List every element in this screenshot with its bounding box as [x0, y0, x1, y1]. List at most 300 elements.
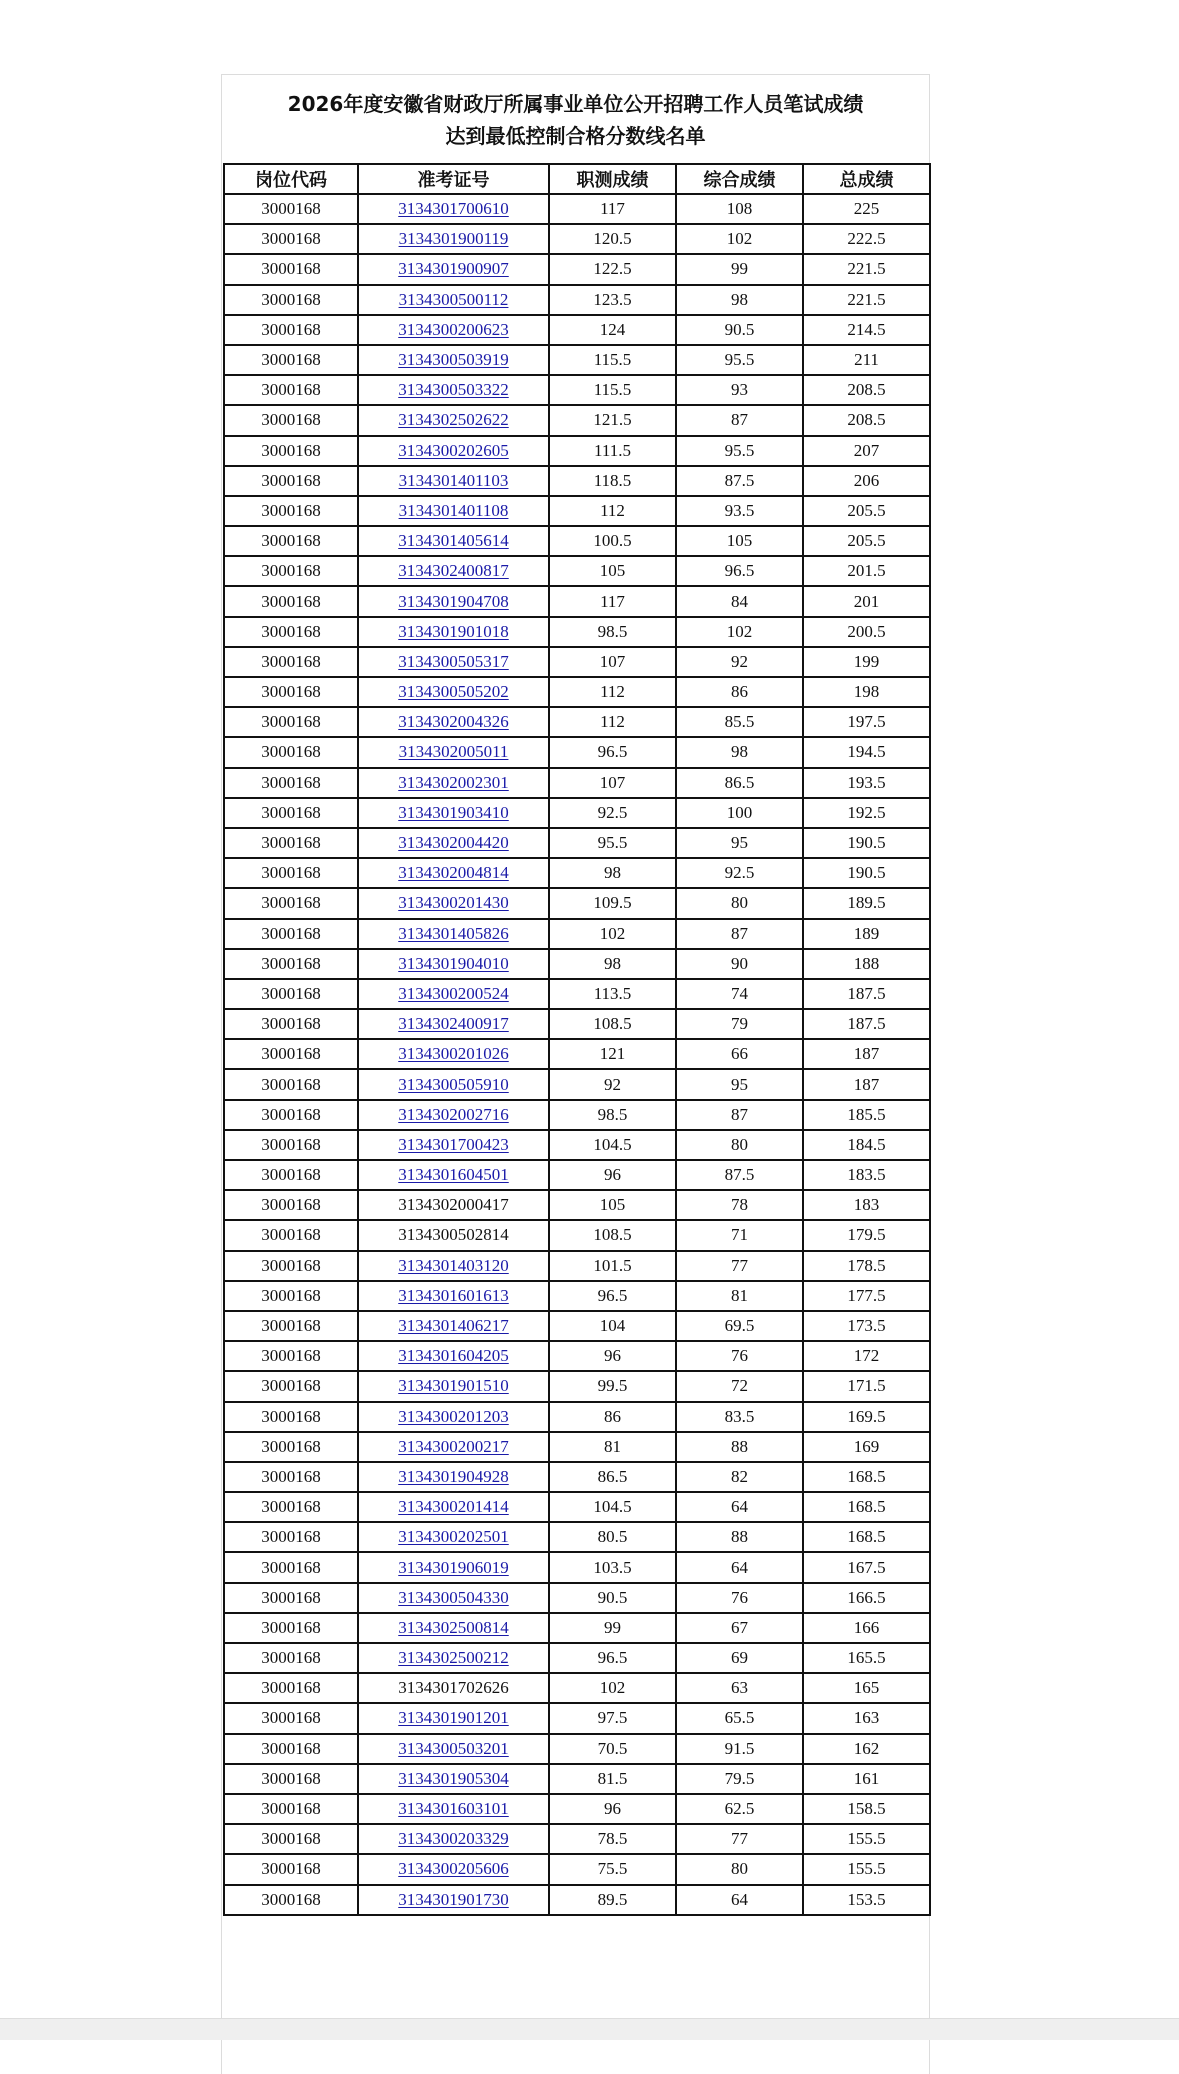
- total-score-cell: 208.5: [803, 375, 930, 405]
- score-table: [223, 163, 931, 1916]
- table-row: [224, 254, 930, 284]
- total-score-cell: 187.5: [803, 1009, 930, 1039]
- zonghe-score-cell: 74: [676, 979, 803, 1009]
- post-code-cell: 3000168: [224, 1402, 358, 1432]
- ticket-number-cell: [358, 586, 549, 616]
- table-row: [224, 1432, 930, 1462]
- zhice-score-cell: 105: [549, 1190, 676, 1220]
- header-ticket-number: 准考证号: [358, 164, 549, 194]
- post-code-cell: 3000168: [224, 1281, 358, 1311]
- ticket-number-cell: [358, 1613, 549, 1643]
- ticket-number-link[interactable]: 3134301904928: [398, 1466, 509, 1486]
- zhice-score-cell: 92: [549, 1069, 676, 1099]
- ticket-number-link[interactable]: 3134301405826: [398, 923, 509, 943]
- total-score-cell: 201.5: [803, 556, 930, 586]
- ticket-number-text: 3134302000417: [398, 1195, 509, 1215]
- zhice-score-cell: 108.5: [549, 1009, 676, 1039]
- ticket-number-link[interactable]: 3134300505910: [398, 1074, 509, 1094]
- post-code-cell: 3000168: [224, 1251, 358, 1281]
- ticket-number-link[interactable]: 3134301905304: [398, 1768, 509, 1788]
- total-score-cell: 205.5: [803, 526, 930, 556]
- zhice-score-cell: 117: [549, 194, 676, 224]
- ticket-number-cell: [358, 1402, 549, 1432]
- table-row: [224, 1492, 930, 1522]
- ticket-number-link[interactable]: 3134301401108: [398, 500, 509, 520]
- total-score-cell: 169.5: [803, 1402, 930, 1432]
- table-row: [224, 1522, 930, 1552]
- zhice-score-cell: 104.5: [549, 1130, 676, 1160]
- ticket-number-cell: [358, 1009, 549, 1039]
- ticket-number-link[interactable]: 3134301901730: [398, 1889, 509, 1909]
- ticket-number-link[interactable]: 3134300500112: [398, 289, 509, 309]
- ticket-number-cell: [358, 1130, 549, 1160]
- zonghe-score-cell: 105: [676, 526, 803, 556]
- ticket-number-cell: [358, 1794, 549, 1824]
- total-score-cell: 207: [803, 436, 930, 466]
- ticket-number-link[interactable]: 3134301604501: [398, 1165, 509, 1185]
- post-code-cell: 3000168: [224, 1794, 358, 1824]
- ticket-number-link[interactable]: 3134302400817: [398, 561, 509, 581]
- ticket-number-cell: [358, 888, 549, 918]
- ticket-number-cell: [358, 1703, 549, 1733]
- ticket-number-cell: [358, 1824, 549, 1854]
- total-score-cell: 162: [803, 1734, 930, 1764]
- ticket-number-link[interactable]: 3134300201430: [398, 893, 509, 913]
- ticket-number-link[interactable]: 3134302002301: [398, 772, 509, 792]
- post-code-cell: 3000168: [224, 1432, 358, 1462]
- zhice-score-cell: 100.5: [549, 526, 676, 556]
- zonghe-score-cell: 88: [676, 1432, 803, 1462]
- zhice-score-cell: 105: [549, 556, 676, 586]
- table-row: [224, 768, 930, 798]
- post-code-cell: 3000168: [224, 828, 358, 858]
- total-score-cell: 172: [803, 1341, 930, 1371]
- ticket-number-cell: [358, 1311, 549, 1341]
- ticket-number-cell: [358, 1885, 549, 1915]
- ticket-number-link[interactable]: 3134302004326: [398, 712, 509, 732]
- table-row: [224, 1009, 930, 1039]
- post-code-cell: 3000168: [224, 1522, 358, 1552]
- ticket-number-link[interactable]: 3134300503919: [398, 350, 509, 370]
- ticket-number-link[interactable]: 3134301904010: [398, 953, 509, 973]
- zonghe-score-cell: 90.5: [676, 315, 803, 345]
- total-score-cell: 198: [803, 677, 930, 707]
- total-score-cell: 167.5: [803, 1552, 930, 1582]
- total-score-cell: 177.5: [803, 1281, 930, 1311]
- ticket-number-cell: [358, 1552, 549, 1582]
- table-row: [224, 375, 930, 405]
- post-code-cell: 3000168: [224, 586, 358, 616]
- zhice-score-cell: 115.5: [549, 345, 676, 375]
- zonghe-score-cell: 82: [676, 1462, 803, 1492]
- table-row: [224, 1190, 930, 1220]
- post-code-cell: 3000168: [224, 1854, 358, 1884]
- post-code-cell: 3000168: [224, 1190, 358, 1220]
- ticket-number-link[interactable]: 3134301900907: [398, 259, 509, 279]
- total-score-cell: 192.5: [803, 798, 930, 828]
- ticket-number-cell: [358, 858, 549, 888]
- zhice-score-cell: 117: [549, 586, 676, 616]
- post-code-cell: 3000168: [224, 617, 358, 647]
- ticket-number-link[interactable]: 3134300203329: [398, 1829, 509, 1849]
- ticket-number-cell: [358, 768, 549, 798]
- ticket-number-link[interactable]: 3134302400917: [398, 1014, 509, 1034]
- post-code-cell: 3000168: [224, 1069, 358, 1099]
- ticket-number-link[interactable]: 3134301900119: [398, 229, 509, 249]
- zonghe-score-cell: 71: [676, 1220, 803, 1250]
- total-score-cell: 201: [803, 586, 930, 616]
- table-row: [224, 1341, 930, 1371]
- ticket-number-link[interactable]: 3134300200623: [398, 319, 509, 339]
- total-score-cell: 165.5: [803, 1643, 930, 1673]
- post-code-cell: 3000168: [224, 1039, 358, 1069]
- zhice-score-cell: 80.5: [549, 1522, 676, 1552]
- zonghe-score-cell: 87.5: [676, 1160, 803, 1190]
- ticket-number-link[interactable]: 3134301901510: [398, 1376, 509, 1396]
- ticket-number-cell: [358, 1432, 549, 1462]
- ticket-number-cell: [358, 556, 549, 586]
- ticket-number-cell: [358, 285, 549, 315]
- ticket-number-link[interactable]: 3134302005011: [398, 742, 509, 762]
- zhice-score-cell: 109.5: [549, 888, 676, 918]
- zonghe-score-cell: 92.5: [676, 858, 803, 888]
- total-score-cell: 211: [803, 345, 930, 375]
- zhice-score-cell: 75.5: [549, 1854, 676, 1884]
- total-score-cell: 189.5: [803, 888, 930, 918]
- post-code-cell: 3000168: [224, 1009, 358, 1039]
- ticket-number-link[interactable]: 3134300202605: [398, 440, 509, 460]
- ticket-number-cell: [358, 617, 549, 647]
- ticket-number-link[interactable]: 3134301406217: [398, 1316, 509, 1336]
- ticket-number-link[interactable]: 3134300205606: [398, 1859, 509, 1879]
- ticket-number-cell: [358, 194, 549, 224]
- ticket-number-link[interactable]: 3134300202501: [398, 1527, 509, 1547]
- total-score-cell: 197.5: [803, 707, 930, 737]
- total-score-cell: 183.5: [803, 1160, 930, 1190]
- zhice-score-cell: 101.5: [549, 1251, 676, 1281]
- ticket-number-cell: [358, 436, 549, 466]
- ticket-number-link[interactable]: 3134300201203: [398, 1406, 509, 1426]
- ticket-number-link[interactable]: 3134302500814: [398, 1617, 509, 1637]
- zhice-score-cell: 102: [549, 1673, 676, 1703]
- post-code-cell: 3000168: [224, 375, 358, 405]
- post-code-cell: 3000168: [224, 1220, 358, 1250]
- table-row: [224, 496, 930, 526]
- zhice-score-cell: 108.5: [549, 1220, 676, 1250]
- total-score-cell: 225: [803, 194, 930, 224]
- ticket-number-cell: [358, 466, 549, 496]
- table-row: [224, 979, 930, 1009]
- header-zonghe-score: 综合成绩: [676, 164, 803, 194]
- title-line-2: 达到最低控制合格分数线名单: [445, 124, 706, 148]
- ticket-number-link[interactable]: 3134301700610: [398, 199, 509, 219]
- ticket-number-link[interactable]: 3134301903410: [398, 802, 509, 822]
- ticket-number-link[interactable]: 3134301603101: [398, 1799, 509, 1819]
- ticket-number-link[interactable]: 3134300505317: [398, 651, 509, 671]
- ticket-number-link[interactable]: 3134300503322: [398, 380, 509, 400]
- zonghe-score-cell: 90: [676, 949, 803, 979]
- table-row: [224, 1130, 930, 1160]
- total-score-cell: 214.5: [803, 315, 930, 345]
- zonghe-score-cell: 91.5: [676, 1734, 803, 1764]
- table-row: [224, 888, 930, 918]
- zhice-score-cell: 113.5: [549, 979, 676, 1009]
- total-score-cell: 178.5: [803, 1251, 930, 1281]
- zhice-score-cell: 98: [549, 949, 676, 979]
- zhice-score-cell: 96.5: [549, 737, 676, 767]
- zonghe-score-cell: 80: [676, 888, 803, 918]
- total-score-cell: 166.5: [803, 1583, 930, 1613]
- zonghe-score-cell: 65.5: [676, 1703, 803, 1733]
- zhice-score-cell: 122.5: [549, 254, 676, 284]
- table-row: [224, 1160, 930, 1190]
- ticket-number-cell: [358, 737, 549, 767]
- ticket-number-cell: [358, 526, 549, 556]
- post-code-cell: 3000168: [224, 919, 358, 949]
- total-score-cell: 161: [803, 1764, 930, 1794]
- total-score-cell: 165: [803, 1673, 930, 1703]
- ticket-number-link[interactable]: 3134301405614: [398, 531, 509, 551]
- table-row: [224, 858, 930, 888]
- ticket-number-cell: [358, 828, 549, 858]
- zhice-score-cell: 98: [549, 858, 676, 888]
- zonghe-score-cell: 78: [676, 1190, 803, 1220]
- zonghe-score-cell: 86: [676, 677, 803, 707]
- total-score-cell: 169: [803, 1432, 930, 1462]
- zhice-score-cell: 96.5: [549, 1281, 676, 1311]
- zhice-score-cell: 112: [549, 496, 676, 526]
- table-row: [224, 1220, 930, 1250]
- post-code-cell: 3000168: [224, 1764, 358, 1794]
- zonghe-score-cell: 87: [676, 1100, 803, 1130]
- total-score-cell: 222.5: [803, 224, 930, 254]
- table-row: [224, 1251, 930, 1281]
- ticket-number-cell: [358, 1220, 549, 1250]
- zhice-score-cell: 92.5: [549, 798, 676, 828]
- ticket-number-cell: [358, 677, 549, 707]
- post-code-cell: 3000168: [224, 677, 358, 707]
- table-row: [224, 1854, 930, 1884]
- ticket-number-link[interactable]: 3134300200524: [398, 983, 509, 1003]
- post-code-cell: 3000168: [224, 285, 358, 315]
- ticket-number-cell: [358, 1251, 549, 1281]
- total-score-cell: 187.5: [803, 979, 930, 1009]
- ticket-number-link[interactable]: 3134302004814: [398, 863, 509, 883]
- ticket-number-link[interactable]: 3134300505202: [398, 682, 509, 702]
- total-score-cell: 155.5: [803, 1824, 930, 1854]
- zonghe-score-cell: 87: [676, 919, 803, 949]
- post-code-cell: 3000168: [224, 1462, 358, 1492]
- ticket-number-cell: [358, 1371, 549, 1401]
- total-score-cell: 168.5: [803, 1462, 930, 1492]
- zhice-score-cell: 97.5: [549, 1703, 676, 1733]
- ticket-number-cell: [358, 707, 549, 737]
- post-code-cell: 3000168: [224, 1703, 358, 1733]
- post-code-cell: 3000168: [224, 1583, 358, 1613]
- ticket-number-link[interactable]: 3134300504330: [398, 1587, 509, 1607]
- table-row: [224, 1100, 930, 1130]
- table-row: [224, 828, 930, 858]
- ticket-number-cell: [358, 405, 549, 435]
- ticket-number-link[interactable]: 3134301604205: [398, 1346, 509, 1366]
- ticket-number-link[interactable]: 3134301401103: [398, 470, 509, 490]
- ticket-number-cell: [358, 1160, 549, 1190]
- post-code-cell: 3000168: [224, 466, 358, 496]
- total-score-cell: 193.5: [803, 768, 930, 798]
- zhice-score-cell: 86.5: [549, 1462, 676, 1492]
- post-code-cell: 3000168: [224, 858, 358, 888]
- post-code-cell: 3000168: [224, 647, 358, 677]
- ticket-number-cell: [358, 315, 549, 345]
- post-code-cell: 3000168: [224, 405, 358, 435]
- header-row: [224, 164, 930, 194]
- table-row: [224, 1402, 930, 1432]
- ticket-number-link[interactable]: 3134302500212: [398, 1648, 509, 1668]
- ticket-number-link[interactable]: 3134301906019: [398, 1557, 509, 1577]
- zhice-score-cell: 121: [549, 1039, 676, 1069]
- ticket-number-cell: [358, 1069, 549, 1099]
- table-row: [224, 345, 930, 375]
- score-table-body: [224, 194, 930, 1915]
- total-score-cell: 189: [803, 919, 930, 949]
- zonghe-score-cell: 88: [676, 1522, 803, 1552]
- total-score-cell: 173.5: [803, 1311, 930, 1341]
- zhice-score-cell: 96: [549, 1794, 676, 1824]
- zhice-score-cell: 120.5: [549, 224, 676, 254]
- post-code-cell: 3000168: [224, 1371, 358, 1401]
- total-score-cell: 221.5: [803, 254, 930, 284]
- header-total-score: 总成绩: [803, 164, 930, 194]
- post-code-cell: 3000168: [224, 1824, 358, 1854]
- ticket-number-cell: [358, 1734, 549, 1764]
- zonghe-score-cell: 93.5: [676, 496, 803, 526]
- ticket-number-cell: [358, 1100, 549, 1130]
- post-code-cell: 3000168: [224, 556, 358, 586]
- ticket-number-link[interactable]: 3134302502622: [398, 410, 509, 430]
- zhice-score-cell: 103.5: [549, 1552, 676, 1582]
- zhice-score-cell: 111.5: [549, 436, 676, 466]
- zhice-score-cell: 102: [549, 919, 676, 949]
- table-row: [224, 1311, 930, 1341]
- zhice-score-cell: 124: [549, 315, 676, 345]
- zhice-score-cell: 104.5: [549, 1492, 676, 1522]
- ticket-number-cell: [358, 254, 549, 284]
- ticket-number-link[interactable]: 3134300201414: [398, 1497, 509, 1517]
- zonghe-score-cell: 98: [676, 285, 803, 315]
- ticket-number-link[interactable]: 3134301403120: [398, 1255, 509, 1275]
- zhice-score-cell: 96.5: [549, 1643, 676, 1673]
- table-row: [224, 1462, 930, 1492]
- total-score-cell: 188: [803, 949, 930, 979]
- zonghe-score-cell: 100: [676, 798, 803, 828]
- zonghe-score-cell: 64: [676, 1492, 803, 1522]
- post-code-cell: 3000168: [224, 798, 358, 828]
- ticket-number-link[interactable]: 3134302002716: [398, 1104, 509, 1124]
- ticket-number-cell: [358, 496, 549, 526]
- table-row: [224, 436, 930, 466]
- zonghe-score-cell: 108: [676, 194, 803, 224]
- zhice-score-cell: 112: [549, 677, 676, 707]
- total-score-cell: 183: [803, 1190, 930, 1220]
- post-code-cell: 3000168: [224, 1160, 358, 1190]
- document-title: [221, 88, 930, 152]
- ticket-number-link[interactable]: 3134301904708: [398, 591, 509, 611]
- post-code-cell: 3000168: [224, 496, 358, 526]
- ticket-number-link[interactable]: 3134301700423: [398, 1134, 509, 1154]
- header-zhice-score: 职测成绩: [549, 164, 676, 194]
- zhice-score-cell: 121.5: [549, 405, 676, 435]
- post-code-cell: 3000168: [224, 888, 358, 918]
- post-code-cell: 3000168: [224, 1552, 358, 1582]
- score-table-header: [224, 164, 930, 194]
- zonghe-score-cell: 80: [676, 1854, 803, 1884]
- ticket-number-cell: [358, 1764, 549, 1794]
- zonghe-score-cell: 64: [676, 1552, 803, 1582]
- zonghe-score-cell: 69: [676, 1643, 803, 1673]
- post-code-cell: 3000168: [224, 949, 358, 979]
- ticket-number-link[interactable]: 3134300200217: [398, 1436, 509, 1456]
- total-score-cell: 190.5: [803, 828, 930, 858]
- zhice-score-cell: 118.5: [549, 466, 676, 496]
- post-code-cell: 3000168: [224, 1643, 358, 1673]
- ticket-number-text: 3134300502814: [398, 1225, 509, 1245]
- ticket-number-link[interactable]: 3134301901018: [398, 621, 509, 641]
- ticket-number-cell: [358, 1643, 549, 1673]
- total-score-cell: 184.5: [803, 1130, 930, 1160]
- table-row: [224, 526, 930, 556]
- ticket-number-link[interactable]: 3134301901201: [398, 1708, 509, 1728]
- total-score-cell: 200.5: [803, 617, 930, 647]
- zhice-score-cell: 90.5: [549, 1583, 676, 1613]
- total-score-cell: 187: [803, 1069, 930, 1099]
- zhice-score-cell: 81: [549, 1432, 676, 1462]
- post-code-cell: 3000168: [224, 436, 358, 466]
- zonghe-score-cell: 79.5: [676, 1764, 803, 1794]
- total-score-cell: 194.5: [803, 737, 930, 767]
- ticket-number-link[interactable]: 3134300503201: [398, 1738, 509, 1758]
- zhice-score-cell: 98.5: [549, 617, 676, 647]
- ticket-number-text: 3134301702626: [398, 1678, 509, 1698]
- total-score-cell: 199: [803, 647, 930, 677]
- zonghe-score-cell: 86.5: [676, 768, 803, 798]
- post-code-cell: 3000168: [224, 345, 358, 375]
- table-row: [224, 949, 930, 979]
- ticket-number-link[interactable]: 3134300201026: [398, 1044, 509, 1064]
- bottom-scroll-bar: [0, 2018, 1179, 2040]
- table-row: [224, 1734, 930, 1764]
- zonghe-score-cell: 76: [676, 1341, 803, 1371]
- table-row: [224, 405, 930, 435]
- post-code-cell: 3000168: [224, 1613, 358, 1643]
- title-line-1: 2026年度安徽省财政厅所属事业单位公开招聘工作人员笔试成绩: [287, 92, 864, 116]
- zonghe-score-cell: 64: [676, 1885, 803, 1915]
- zhice-score-cell: 70.5: [549, 1734, 676, 1764]
- table-row: [224, 315, 930, 345]
- zhice-score-cell: 86: [549, 1402, 676, 1432]
- table-row: [224, 194, 930, 224]
- table-row: [224, 1552, 930, 1582]
- ticket-number-link[interactable]: 3134301601613: [398, 1285, 509, 1305]
- post-code-cell: 3000168: [224, 1100, 358, 1130]
- ticket-number-cell: [358, 1522, 549, 1552]
- total-score-cell: 205.5: [803, 496, 930, 526]
- ticket-number-link[interactable]: 3134302004420: [398, 833, 509, 853]
- table-row: [224, 1794, 930, 1824]
- zhice-score-cell: 81.5: [549, 1764, 676, 1794]
- table-row: [224, 1281, 930, 1311]
- zonghe-score-cell: 102: [676, 224, 803, 254]
- zhice-score-cell: 98.5: [549, 1100, 676, 1130]
